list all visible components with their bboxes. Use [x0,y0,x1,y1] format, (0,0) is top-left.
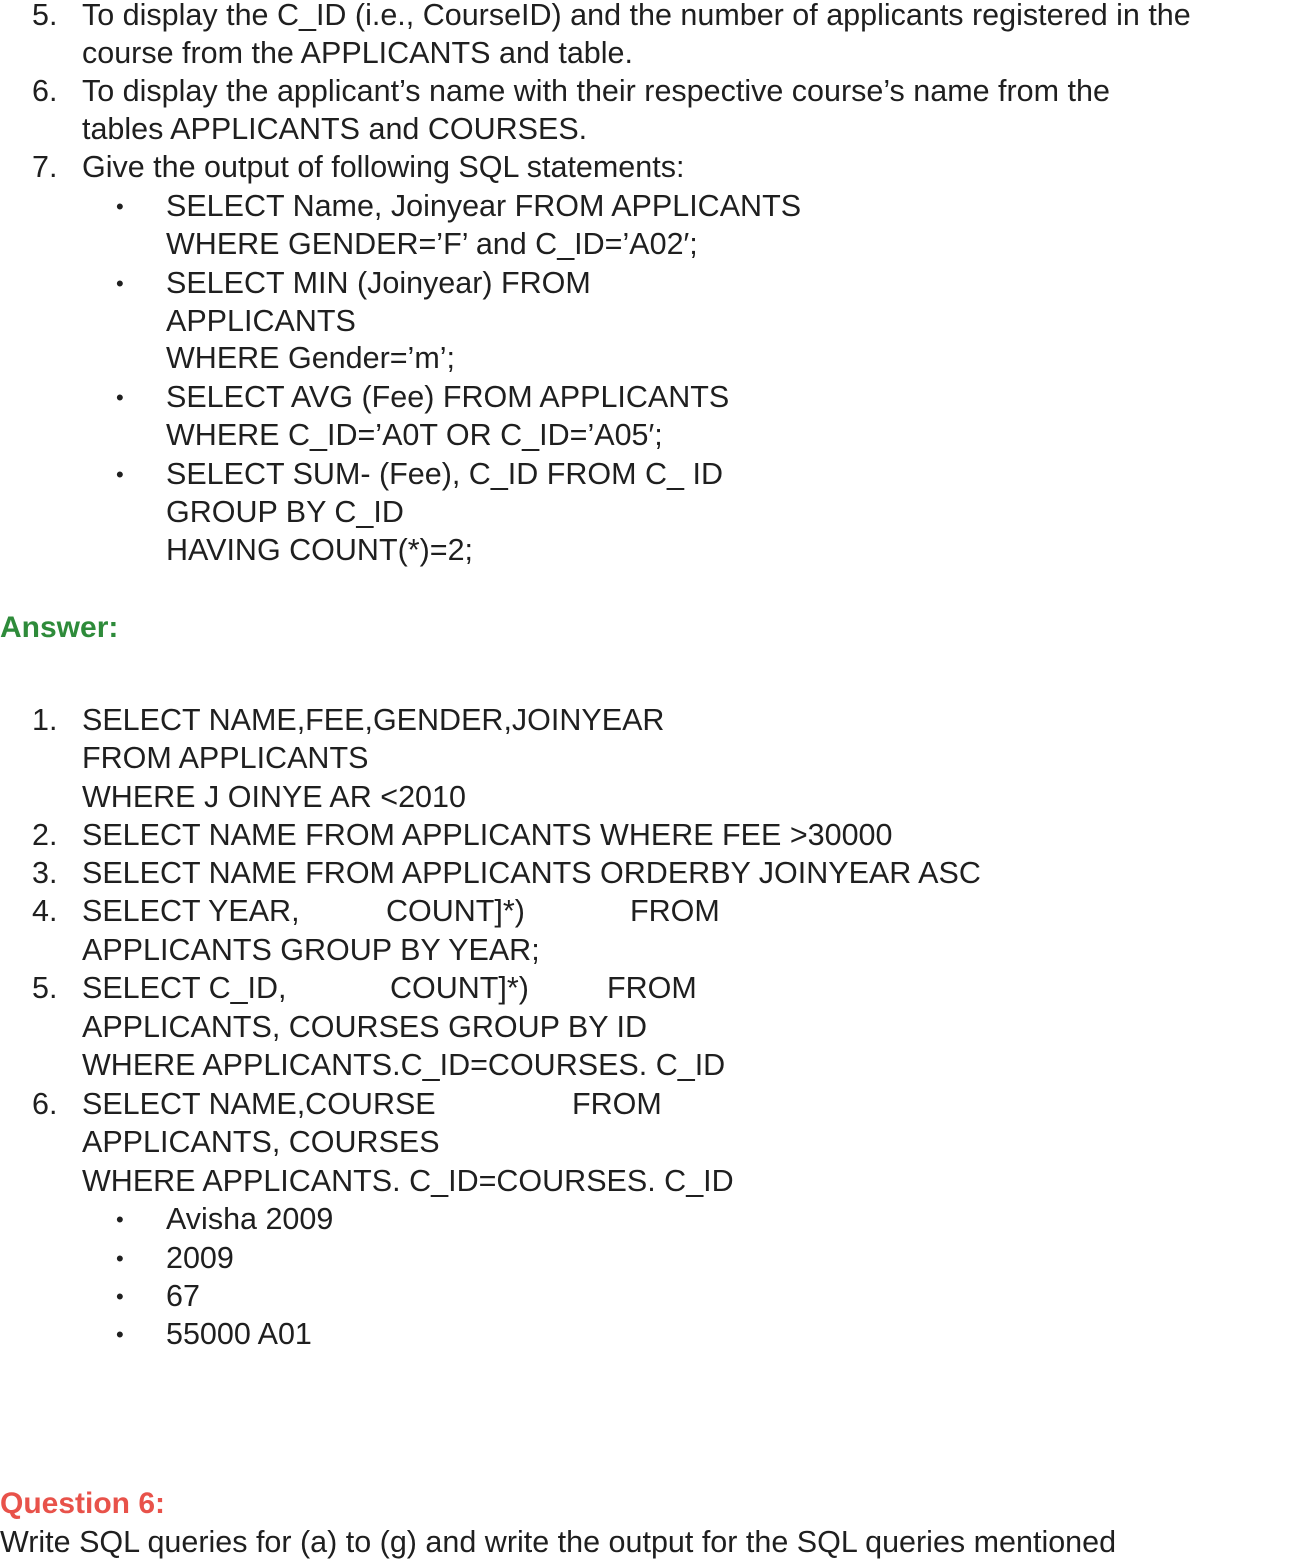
answer-heading: Answer: [0,611,119,644]
question-6-line: To display the applicant’s name with their respective course’s name from the [82,74,1110,108]
sql-statement-line: WHERE GENDER=’F’ and C_ID=’A02′; [166,227,698,261]
bullet-icon: • [116,1284,124,1309]
list-number: 6. [32,1087,58,1121]
question-6-line: tables APPLICANTS and COURSES. [82,112,588,146]
output-item: 55000 A01 [166,1317,312,1351]
question-6-heading: Question 6: [0,1487,166,1520]
bullet-icon: • [116,1322,124,1347]
answer-line: WHERE APPLICANTS.C_ID=COURSES. C_ID [82,1048,726,1082]
question-6-text: Write SQL queries for (a) to (g) and write the output for the SQL queries mentioned [0,1525,1117,1559]
question-5-line: course from the APPLICANTS and table. [82,36,633,70]
answer-line: WHERE J OINYE AR <2010 [82,780,466,814]
answer-line: WHERE APPLICANTS. C_ID=COURSES. C_ID [82,1164,734,1198]
output-item: Avisha 2009 [166,1202,334,1236]
list-number: 7. [32,150,58,184]
sql-statement-line: SELECT MIN (Joinyear) FROM [166,266,591,300]
answer-line: SELECT NAME FROM APPLICANTS ORDERBY JOINYEAR ASC [82,856,981,890]
sql-statement-line: HAVING COUNT(*)=2; [166,533,474,567]
answer-line: APPLICANTS, COURSES [82,1125,440,1159]
answer-line: SELECT NAME FROM APPLICANTS WHERE FEE >30000 [82,818,893,852]
output-item: 67 [166,1279,200,1313]
answer-line: SELECT NAME,FEE,GENDER,JOINYEAR [82,703,665,737]
list-number: 1. [32,703,58,737]
answer-line: APPLICANTS GROUP BY YEAR; [82,933,540,967]
list-number: 6. [32,74,58,108]
answer-line: APPLICANTS, COURSES GROUP BY ID [82,1010,647,1044]
list-number: 3. [32,856,58,890]
bullet-icon: • [116,1207,124,1232]
question-7-line: Give the output of following SQL statements: [82,150,685,184]
sql-statement-line: WHERE Gender=’m’; [166,341,455,375]
list-number: 5. [32,971,58,1005]
answer-line-segment: FROM [630,894,720,928]
sql-statement-line: SELECT AVG (Fee) FROM APPLICANTS [166,380,730,414]
sql-statement-line: SELECT SUM- (Fee), C_ID FROM C_ ID [166,457,723,491]
answer-line-segment: FROM [572,1087,662,1121]
answer-line-segment: COUNT]*) [390,971,529,1005]
list-number: 5. [32,0,58,32]
answer-line-segment: SELECT C_ID, [82,971,287,1005]
answer-line-segment: SELECT YEAR, [82,894,300,928]
answer-line-segment: FROM [607,971,697,1005]
bullet-icon: • [116,462,124,487]
sql-statement-line: WHERE C_ID=’A0T OR C_ID=’A05′; [166,418,663,452]
sql-statement-line: SELECT Name, Joinyear FROM APPLICANTS [166,189,802,223]
question-5-line: To display the C_ID (i.e., CourseID) and the number of applicants registered in the [82,0,1191,32]
list-number: 2. [32,818,58,852]
answer-line: FROM APPLICANTS [82,741,369,775]
bullet-icon: • [116,385,124,410]
list-number: 4. [32,894,58,928]
sql-statement-line: APPLICANTS [166,304,356,338]
bullet-icon: • [116,1246,124,1271]
answer-line-segment: COUNT]*) [386,894,525,928]
output-item: 2009 [166,1241,234,1275]
answer-line-segment: SELECT NAME,COURSE [82,1087,436,1121]
bullet-icon: • [116,271,124,296]
bullet-icon: • [116,194,124,219]
sql-statement-line: GROUP BY C_ID [166,495,404,529]
